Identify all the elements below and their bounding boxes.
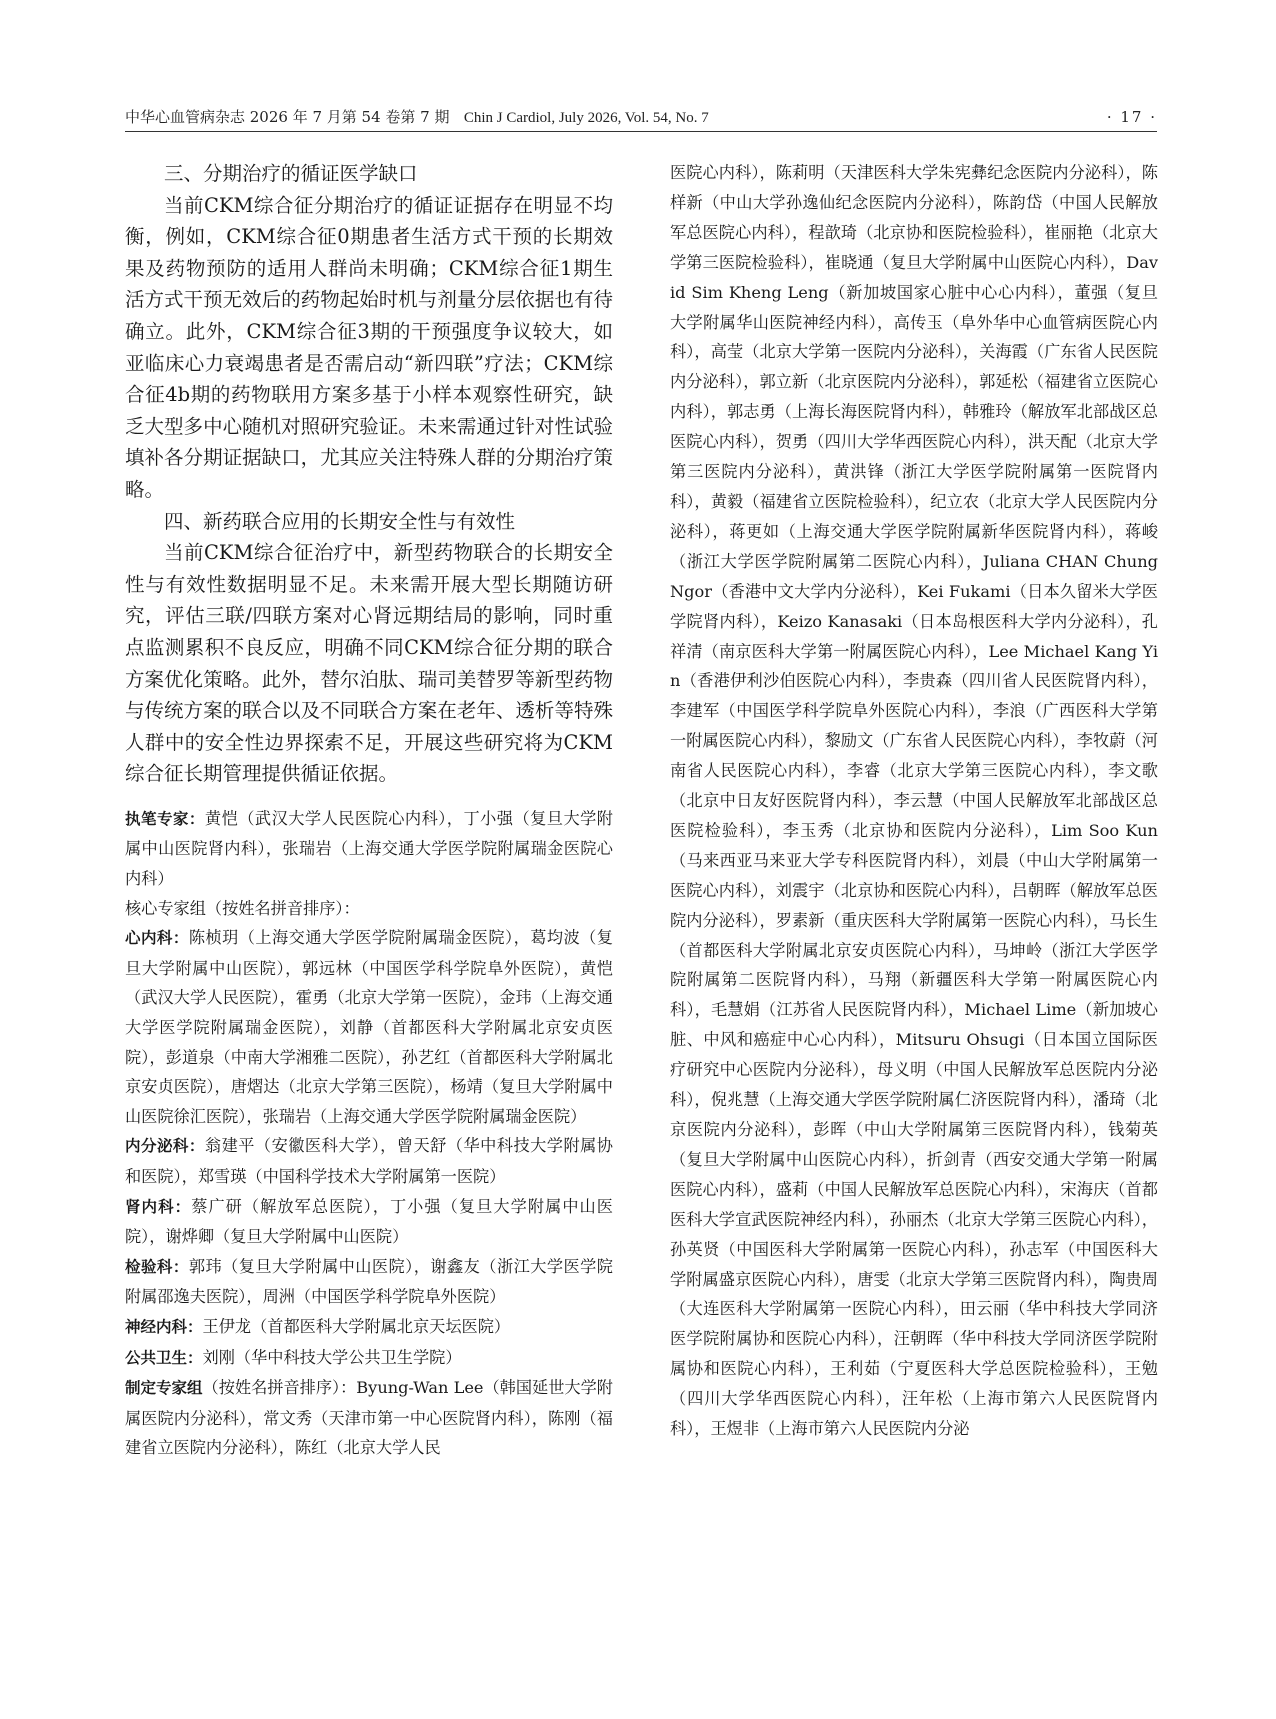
journal-citation xyxy=(125,104,709,131)
credit-nephrology xyxy=(125,1192,613,1252)
section-3 xyxy=(125,158,613,506)
credit-text: 蔡广研（解放军总医院），丁小强（复旦大学附属中山医院），谢烨卿（复旦大学附属中山医院） xyxy=(125,1196,613,1247)
journal-name-cn: 中华心血管病杂志 2026 年 7 月第 54 卷第 7 期 xyxy=(125,108,450,126)
section-paragraph: 当前CKM综合征治疗中，新型药物联合的长期安全性与有效性数据明显不足。未来需开展大型长期随访研究，评估三联/四联方案对心肾远期结局的影响，同时重点监测累积不良反应，明确不同CKM综合征分期的联合方案优化策略。此外，替尔泊肽、瑞司美替罗等新型药物与传统方案的联合以及不同联合方案在老年、透析等特殊人群中的安全性边界探索不足，开展这些研究将为CKM综合征长期管理提供循证依据。 xyxy=(125,541,613,786)
credit-neurology xyxy=(125,1312,613,1343)
credit-drafting-group xyxy=(125,1373,613,1463)
credit-public-health xyxy=(125,1343,613,1374)
left-column xyxy=(125,158,613,1463)
section-4 xyxy=(125,506,613,790)
right-column xyxy=(670,158,1158,1444)
credit-text: 刘刚（华中科技大学公共卫生学院） xyxy=(202,1347,462,1367)
credit-text: （按姓名拼音排序）：Byung-Wan Lee（韩国延世大学附属医院内分泌科），常文秀（天津市第一中心医院肾内科），陈刚（福建省立医院内分泌科），陈红（北京大学人民 xyxy=(125,1378,613,1458)
credit-text: 陈桢玥（上海交通大学医学院附属瑞金医院），葛均波（复旦大学附属中山医院），郭远林（中国医学科学院阜外医院），黄恺（武汉大学人民医院），霍勇（北京大学第一医院），金玮（上海交通大学医学院附属瑞金医院），刘静（首都医科大学附属北京安贞医院），彭道泉（中南大学湘雅二医院），孙艺红（首都医科大学附属北京安贞医院），唐熠达（北京大学第三医院），杨靖（复旦大学附属中山医院徐汇医院），张瑞岩（上海交通大学医学院附属瑞金医院） xyxy=(125,928,613,1126)
credit-label: 制定专家组 xyxy=(125,1379,203,1398)
section-paragraph: 当前CKM综合征分期治疗的循证证据存在明显不均衡，例如，CKM综合征0期患者生活方式干预的长期效果及药物预防的适用人群尚未明确；CKM综合征1期生活方式干预无效后的药物起始时机与剂量分层依据也有待确立。此外，CKM综合征3期的干预强度争议较大，如亚临床心力衰竭患者是否需启动“新四联”疗法；CKM综合征4b期的药物联用方案多基于小样本观察性研究，缺乏大型多中心随机对照研究验证。未来需通过针对性试验填补各分期证据缺口，尤其应关注特殊人群的分期治疗策略。 xyxy=(125,193,613,501)
section-heading: 四、新药联合应用的长期安全性与有效性 xyxy=(164,509,516,533)
expert-credits xyxy=(125,804,613,1463)
credit-label: 心内科： xyxy=(125,929,189,948)
drafting-group-list-continued: 医院心内科），陈莉明（天津医科大学朱宪彝纪念医院内分泌科），陈样新（中山大学孙逸仙纪念医院内分泌科），陈韵岱（中国人民解放军总医院心内科），程歆琦（北京协和医院检验科），崔丽艳（北京大学第三医院检验科），崔晓通（复旦大学附属中山医院心内科），David Sim Kheng Leng（新加坡国家心脏中心心内科），董强（复旦大学附属华山医院神经内科），高传玉（阜外华中心血管病医院心内科），高莹（北京大学第一医院内分泌科），关海霞（广东省人民医院内分泌科），郭立新（北京医院内分泌科），郭延松（福建省立医院心内科），郭志勇（上海长海医院肾内科），韩雅玲（解放军北部战区总医院心内科），贺勇（四川大学华西医院心内科），洪天配（北京大学第三医院内分泌科），黄洪锋（浙江大学医学院附属第一医院肾内科），黄毅（福建省立医院检验科），纪立农（北京大学人民医院内分泌科），蒋更如（上海交通大学医学院附属新华医院肾内科），蒋峻（浙江大学医学院附属第二医院心内科），Juliana CHAN Chung Ngor（香港中文大学内分泌科），Kei Fukami（日本久留米大学医学院肾内科），Keizo Kanasaki（日本岛根医科大学内分泌科），孔祥清（南京医科大学第一附属医院心内科），Lee Michael Kang Yin（香港伊利沙伯医院心内科），李贵森（四川省人民医院肾内科），李建军（中国医学科学院阜外医院心内科），李浪（广西医科大学第一附属医院心内科），黎励文（广东省人民医院心内科），李牧蔚（河南省人民医院心内科），李睿（北京大学第三医院心内科），李文歌（北京中日友好医院肾内科），李云慧（中国人民解放军北部战区总医院检验科），李玉秀（北京协和医院内分泌科），Lim Soo Kun（马来西亚马来亚大学专科医院肾内科），刘晨（中山大学附属第一医院心内科），刘震宇（北京协和医院心内科），吕朝晖（解放军总医院内分泌科），罗素新（重庆医科大学附属第一医院心内科），马长生（首都医科大学附属北京安贞医院心内科），马坤岭（浙江大学医学院附属第二医院肾内科），马翔（新疆医科大学第一附属医院心内科），毛慧娟（江苏省人民医院肾内科），Michael Lime（新加坡心脏、中风和癌症中心心内科），Mitsuru Ohsugi（日本国立国际医疗研究中心医院内分泌科），母义明（中国人民解放军总医院内分泌科），倪兆慧（上海交通大学医学院附属仁济医院肾内科），潘琦（北京医院内分泌科），彭晖（中山大学附属第三医院肾内科），钱菊英（复旦大学附属中山医院心内科），折剑青（西安交通大学第一附属医院心内科），盛莉（中国人民解放军总医院心内科），宋海庆（首都医科大学宣武医院神经内科），孙丽杰（北京大学第三医院心内科），孙英贤（中国医科大学附属第一医院心内科），孙志军（中国医科大学附属盛京医院心内科），唐雯（北京大学第三医院肾内科），陶贵周（大连医科大学附属第一医院心内科），田云丽（华中科技大学同济医学院附属协和医院心内科），汪朝晖（华中科技大学同济医学院附属协和医院心内科），王利茹（宁夏医科大学总医院检验科），王勉（四川大学华西医院心内科），汪年松（上海市第六人民医院肾内科），王煜非（上海市第六人民医院内分泌 xyxy=(670,163,1158,1439)
credit-text: 黄恺（武汉大学人民医院心内科），丁小强（复旦大学附属中山医院肾内科），张瑞岩（上海交通大学医学院附属瑞金医院心内科） xyxy=(125,808,613,889)
credit-label: 肾内科： xyxy=(125,1197,192,1216)
running-header xyxy=(125,104,1157,130)
credit-text: 王伊龙（首都医科大学附属北京天坛医院） xyxy=(202,1316,511,1336)
section-heading: 三、分期治疗的循证医学缺口 xyxy=(164,162,418,185)
header-divider xyxy=(125,131,1157,132)
credit-label: 神经内科： xyxy=(125,1317,203,1336)
credit-cardiology xyxy=(125,923,613,1131)
credit-label: 执笔专家： xyxy=(125,809,205,828)
credit-label: 检验科： xyxy=(125,1257,189,1276)
credit-core-group xyxy=(125,894,613,924)
credit-label: 内分泌科： xyxy=(125,1137,205,1156)
credit-endocrinology xyxy=(125,1131,613,1191)
journal-name-en: Chin J Cardiol, July 2026, Vol. 54, No. 7 xyxy=(463,110,709,126)
credit-laboratory xyxy=(125,1252,613,1312)
credit-text: 郭玮（复旦大学附属中山医院），谢鑫友（浙江大学医学院附属邵逸夫医院），周洲（中国医学科学院阜外医院） xyxy=(125,1256,613,1307)
credit-text: 翁建平（安徽医科大学），曾天舒（华中科技大学附属协和医院），郑雪瑛（中国科学技术大学附属第一医院） xyxy=(125,1136,613,1186)
credit-text: 核心专家组（按姓名拼音排序）： xyxy=(125,898,360,918)
credit-label: 公共卫生： xyxy=(125,1348,203,1367)
page-number: · 17 · xyxy=(1106,108,1157,126)
credit-writing-experts xyxy=(125,804,613,894)
